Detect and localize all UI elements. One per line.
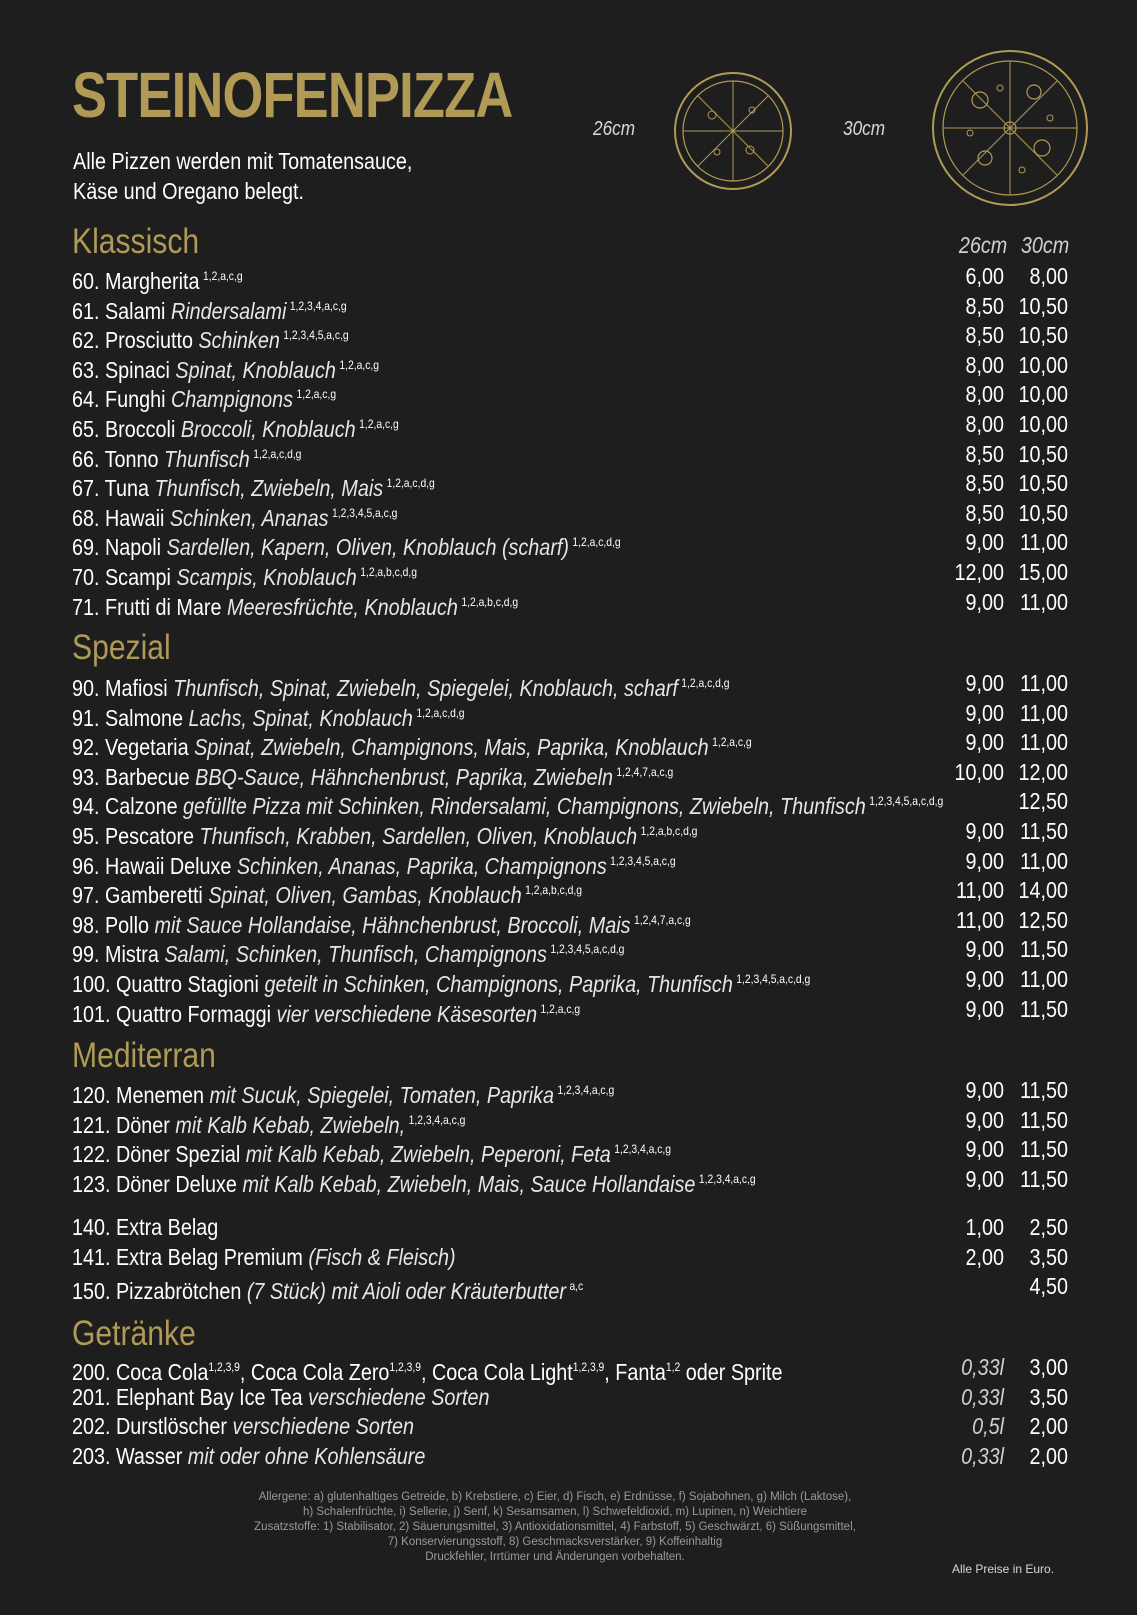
list-item bbox=[72, 350, 1072, 383]
drink-price: 3,50 bbox=[1029, 1383, 1068, 1410]
price-26cm: 9,00 bbox=[965, 729, 1004, 756]
column-header-30cm: 30cm bbox=[1020, 232, 1069, 258]
price-26cm: 8,50 bbox=[965, 292, 1004, 319]
item-description: Thunfisch, Zwiebeln, Mais bbox=[154, 475, 384, 502]
price-26cm: 2,00 bbox=[965, 1243, 1004, 1270]
price-30cm: 11,50 bbox=[1019, 1165, 1068, 1192]
price-30cm: 10,00 bbox=[1018, 351, 1068, 378]
item-description: Thunfisch bbox=[164, 445, 250, 472]
item-description: (Fisch & Fleisch) bbox=[308, 1243, 456, 1270]
allergen-codes: 1,2,3,4,a,c,g bbox=[614, 1142, 672, 1157]
allergen-codes: 1,2,3,4,5,a,c,d,g bbox=[736, 972, 811, 986]
drink-price: 2,00 bbox=[1029, 1413, 1068, 1440]
pizza-26cm-illustration bbox=[672, 70, 794, 192]
list-item bbox=[72, 1441, 1072, 1471]
allergen-codes: 1,2,a,c,d,g bbox=[416, 705, 465, 720]
pizza-30cm-illustration bbox=[930, 48, 1090, 208]
list-item bbox=[72, 786, 1072, 820]
price-26cm: 9,00 bbox=[965, 1106, 1004, 1133]
drink-name: 200. Coca Cola$^{1,2,3,9}$, Coca Cola Zero$^{1,2,3,9}$, Coca Cola Light$^{1,2,3,9}$, Fanta$^{1,2}$ oder Sprite bbox=[72, 1359, 783, 1385]
item-title: 60. Margherita bbox=[72, 268, 200, 294]
item-description: verschiedene Sorten bbox=[232, 1413, 414, 1440]
list-item bbox=[72, 934, 1072, 968]
allergen-notes bbox=[190, 1490, 920, 1565]
price-26cm: 9,00 bbox=[965, 670, 1004, 696]
price-30cm: 2,50 bbox=[1029, 1214, 1068, 1240]
item-title: 95. Pescatore bbox=[72, 823, 195, 849]
item-title: 150. Pizzabrötchen bbox=[72, 1278, 242, 1305]
price-30cm: 11,00 bbox=[1019, 588, 1068, 615]
price-30cm: 4,50 bbox=[1029, 1273, 1068, 1300]
item-title: 64. Funghi bbox=[72, 386, 166, 413]
allergen-codes: 1,2,a,c,g bbox=[359, 417, 399, 431]
item-title: 123. Döner Deluxe bbox=[72, 1170, 237, 1197]
price-26cm: 8,00 bbox=[965, 411, 1004, 437]
column-header-26cm: 26cm bbox=[958, 232, 1007, 258]
price-26cm: 9,00 bbox=[965, 847, 1004, 874]
allergen-codes: 1,2,3,4,5,a,c,d,g bbox=[550, 942, 625, 957]
item-description: Scampis, Knoblauch bbox=[176, 564, 357, 590]
item-description: BBQ-Sauce, Hähnchenbrust, Paprika, Zwiebeln bbox=[195, 763, 613, 790]
allergen-codes: 1,2,3,4,5,a,c,g bbox=[283, 328, 349, 343]
list-item bbox=[72, 964, 1072, 997]
item-name bbox=[72, 1271, 583, 1306]
drink-price: 2,00 bbox=[1029, 1442, 1068, 1469]
item-description: Champignons bbox=[170, 386, 294, 413]
item-description: mit Sucuk, Spiegelei, Tomaten, Paprika bbox=[209, 1082, 554, 1108]
allergen-line-2: h) Schalenfrüchte, i) Sellerie, j) Senf, k) Sesamsamen, l) Schwefeldioxid, m) Lupinen, n) Weichtiere bbox=[302, 1506, 808, 1518]
allergen-codes: 1,2,a,b,c,d,g bbox=[525, 883, 582, 898]
price-30cm: 10,00 bbox=[1018, 411, 1068, 437]
list-item bbox=[72, 379, 1072, 413]
allergen-codes: 1,2,3,4,a,c,g bbox=[557, 1083, 615, 1097]
item-description: Sardellen, Kapern, Oliven, Knoblauch (scharf) bbox=[166, 534, 569, 561]
price-30cm: 12,50 bbox=[1018, 906, 1068, 933]
price-30cm: 11,00 bbox=[1019, 699, 1068, 726]
section-heading-spezial: Spezial bbox=[72, 628, 171, 667]
item-title: 100. Quattro Stagioni bbox=[72, 971, 259, 997]
item-description: Salami, Schinken, Thunfisch, Champignons bbox=[164, 941, 547, 968]
list-item bbox=[72, 1105, 1072, 1138]
price-26cm: 8,50 bbox=[965, 470, 1004, 497]
item-description: Broccoli, Knoblauch bbox=[180, 416, 356, 442]
list-item bbox=[72, 320, 1072, 354]
list-item bbox=[72, 668, 1072, 701]
allergen-codes: 1,2,3,4,a,c,g bbox=[408, 1112, 466, 1127]
price-30cm: 10,50 bbox=[1018, 470, 1068, 497]
price-30cm: 8,00 bbox=[1029, 263, 1068, 289]
list-item bbox=[72, 875, 1072, 909]
item-title: 122. Döner Spezial bbox=[72, 1141, 241, 1168]
price-30cm: 11,50 bbox=[1019, 995, 1068, 1022]
item-description: mit Sauce Hollandaise, Hähnchenbrust, Broccoli, Mais bbox=[154, 911, 631, 938]
item-name bbox=[72, 1164, 756, 1199]
item-title: 140. Extra Belag bbox=[72, 1214, 219, 1240]
drink-volume: 0,5l bbox=[972, 1413, 1004, 1440]
item-title: 97. Gamberetti bbox=[72, 882, 203, 909]
allergen-codes: 1,2,a,b,c,d,g bbox=[640, 824, 698, 838]
price-30cm: 11,50 bbox=[1019, 818, 1068, 844]
item-title: 91. Salmone bbox=[72, 704, 184, 731]
item-description: mit Kalb Kebab, Zwiebeln, Mais, Sauce Hollandaise bbox=[242, 1170, 696, 1197]
list-item bbox=[72, 409, 1072, 442]
price-30cm: 11,50 bbox=[1019, 1077, 1068, 1103]
allergen-codes: 1,2,a,c,d,g bbox=[253, 446, 302, 461]
list-item bbox=[72, 816, 1072, 849]
item-description: Meeresfrüchte, Knoblauch bbox=[227, 593, 458, 620]
page-title: STEINOFENPIZZA bbox=[72, 59, 513, 131]
item-title: 93. Barbecue bbox=[72, 763, 190, 790]
list-item bbox=[72, 698, 1072, 731]
price-26cm: 8,00 bbox=[965, 351, 1004, 378]
price-26cm: 8,50 bbox=[965, 440, 1004, 467]
allergen-codes: 1,2,a,c,g bbox=[202, 269, 243, 283]
size-label-small: 26cm bbox=[593, 118, 636, 140]
item-title: 203. Wasser bbox=[72, 1442, 183, 1469]
item-name bbox=[72, 1242, 456, 1272]
item-title: 62. Prosciutto bbox=[72, 327, 193, 354]
disclaimer: Druckfehler, Irrtümer und Änderungen vorbehalten. bbox=[425, 1551, 685, 1563]
price-30cm: 11,00 bbox=[1019, 847, 1068, 874]
drink-name bbox=[72, 1411, 414, 1441]
item-description: Schinken, Ananas bbox=[169, 504, 329, 531]
price-30cm: 14,00 bbox=[1018, 877, 1068, 904]
item-title: 71. Frutti di Mare bbox=[72, 593, 222, 620]
allergen-codes: 1,2,a,c,d,g bbox=[386, 476, 435, 491]
list-item bbox=[72, 757, 1072, 790]
item-title: 63. Spinaci bbox=[72, 356, 170, 383]
list-item bbox=[72, 1134, 1072, 1168]
price-30cm: 11,00 bbox=[1019, 670, 1068, 696]
allergen-codes: 1,2,a,c,g bbox=[712, 735, 752, 750]
drink-volume: 0,33l bbox=[961, 1354, 1004, 1380]
allergen-codes: 1,2,a,c,g bbox=[540, 1001, 581, 1016]
allergen-codes: 1,2,a,c,d,g bbox=[681, 676, 730, 690]
price-26cm: 11,00 bbox=[955, 906, 1004, 933]
section-heading-getraenke: Getränke bbox=[72, 1314, 196, 1353]
allergen-codes: 1,2,a,c,g bbox=[296, 387, 337, 402]
price-26cm: 9,00 bbox=[965, 1136, 1004, 1163]
item-title: 201. Elephant Bay Ice Tea bbox=[72, 1383, 303, 1410]
item-description: geteilt in Schinken, Champignons, Paprika, Thunfisch bbox=[264, 971, 733, 997]
item-title: 94. Calzone bbox=[72, 793, 178, 820]
item-description: Lachs, Spinat, Knoblauch bbox=[188, 704, 413, 731]
item-title: 121. Döner bbox=[72, 1111, 170, 1138]
allergen-codes: a,c bbox=[569, 1279, 584, 1294]
price-30cm: 11,50 bbox=[1019, 1106, 1068, 1133]
price-26cm: 11,00 bbox=[955, 877, 1004, 904]
price-30cm: 12,00 bbox=[1018, 758, 1068, 785]
allergen-codes: 1,2,a,c,d,g bbox=[572, 535, 621, 550]
item-title: 67. Tuna bbox=[72, 475, 149, 502]
drink-name bbox=[72, 1382, 490, 1412]
price-26cm: 8,50 bbox=[965, 322, 1004, 349]
item-description: Schinken bbox=[198, 327, 280, 354]
list-item bbox=[72, 1271, 1072, 1305]
list-item bbox=[72, 846, 1072, 879]
price-26cm: 9,00 bbox=[965, 529, 1004, 556]
item-description: (7 Stück) mit Aioli oder Kräuterbutter bbox=[246, 1278, 567, 1305]
price-26cm: 9,00 bbox=[965, 995, 1004, 1022]
allergen-codes: 1,2,3,4,5,a,c,g bbox=[610, 853, 676, 868]
drink-volume: 0,33l bbox=[961, 1442, 1004, 1469]
price-26cm: 8,50 bbox=[965, 499, 1004, 526]
list-item bbox=[72, 261, 1072, 294]
section-heading-mediterran: Mediterran bbox=[72, 1036, 216, 1075]
item-description: Spinat, Oliven, Gambas, Knoblauch bbox=[208, 882, 522, 909]
price-26cm: 12,00 bbox=[954, 559, 1004, 585]
price-30cm: 12,50 bbox=[1018, 788, 1068, 815]
price-26cm: 8,00 bbox=[965, 381, 1004, 408]
price-30cm: 11,50 bbox=[1019, 936, 1068, 963]
list-item bbox=[72, 587, 1072, 620]
item-description: Schinken, Ananas, Paprika, Champignons bbox=[236, 852, 607, 879]
list-item bbox=[72, 1164, 1072, 1197]
item-title: 120. Menemen bbox=[72, 1082, 204, 1108]
price-30cm: 10,50 bbox=[1018, 322, 1068, 349]
price-30cm: 11,00 bbox=[1019, 966, 1068, 992]
list-item bbox=[72, 439, 1072, 472]
item-description: vier verschiedene Käsesorten bbox=[276, 1000, 538, 1027]
price-30cm: 10,00 bbox=[1018, 381, 1068, 408]
list-item bbox=[72, 1382, 1072, 1412]
item-title: 70. Scampi bbox=[72, 564, 171, 590]
price-26cm: 9,00 bbox=[965, 1165, 1004, 1192]
size-label-large: 30cm bbox=[843, 118, 886, 140]
allergen-codes: 1,2,3,4,a,c,g bbox=[289, 298, 347, 313]
item-name bbox=[72, 1212, 218, 1242]
list-item bbox=[72, 468, 1072, 502]
price-26cm: 1,00 bbox=[965, 1214, 1004, 1240]
allergen-codes: 1,2,4,7,a,c,g bbox=[633, 912, 691, 927]
item-description: Thunfisch, Krabben, Sardellen, Oliven, Knoblauch bbox=[199, 823, 638, 849]
price-30cm: 10,50 bbox=[1018, 440, 1068, 467]
list-item bbox=[72, 527, 1072, 561]
additives-line-1: Zusatzstoffe: 1) Stabilisator, 2) Säuerungsmittel, 3) Antioxidationsmittel, 4) Farbstoff, 5) Geschwärzt, 6) Süßungsmittel, bbox=[254, 1521, 856, 1533]
item-description: mit Kalb Kebab, Zwiebeln, Peperoni, Feta bbox=[245, 1141, 611, 1168]
price-26cm: 9,00 bbox=[965, 699, 1004, 726]
list-item bbox=[72, 994, 1072, 1027]
allergen-codes: 1,2,3,4,5,a,c,d,g bbox=[869, 794, 944, 809]
allergen-line-1: Allergene: a) glutenhaltiges Getreide, b) Krebstiere, c) Eier, d) Fisch, e) Erdnüsse, f) Sojabohnen, g) Milch (Laktose), bbox=[258, 1491, 852, 1503]
price-26cm: 9,00 bbox=[965, 818, 1004, 844]
price-30cm: 10,50 bbox=[1018, 292, 1068, 319]
item-title: 98. Pollo bbox=[72, 911, 149, 938]
item-title: 96. Hawaii Deluxe bbox=[72, 852, 232, 879]
list-item bbox=[72, 1352, 1072, 1385]
price-26cm: 6,00 bbox=[965, 263, 1004, 289]
item-description: gefüllte Pizza mit Schinken, Rindersalami, Champignons, Zwiebeln, Thunfisch bbox=[183, 793, 866, 820]
item-title: 92. Vegetaria bbox=[72, 734, 189, 761]
list-item bbox=[72, 557, 1072, 590]
item-title: 101. Quattro Formaggi bbox=[72, 1000, 272, 1027]
price-30cm: 10,50 bbox=[1018, 499, 1068, 526]
item-title: 68. Hawaii bbox=[72, 504, 165, 531]
item-description: mit Kalb Kebab, Zwiebeln, bbox=[175, 1111, 406, 1138]
price-26cm: 10,00 bbox=[954, 758, 1004, 785]
list-item bbox=[72, 727, 1072, 761]
allergen-codes: 1,2,4,7,a,c,g bbox=[616, 764, 674, 779]
list-item bbox=[72, 1075, 1072, 1108]
list-item bbox=[72, 1411, 1072, 1441]
price-30cm: 15,00 bbox=[1018, 559, 1068, 585]
allergen-codes: 1,2,a,b,c,d,g bbox=[360, 565, 418, 579]
prices-note: Alle Preise in Euro. bbox=[952, 1562, 1055, 1576]
item-name bbox=[72, 994, 580, 1029]
item-title: 202. Durstlöscher bbox=[72, 1413, 228, 1440]
list-item bbox=[72, 1212, 1072, 1242]
item-description: Rindersalami bbox=[170, 297, 287, 324]
list-item bbox=[72, 905, 1072, 938]
price-26cm: 9,00 bbox=[965, 966, 1004, 992]
price-26cm: 9,00 bbox=[965, 588, 1004, 615]
price-26cm: 9,00 bbox=[965, 936, 1004, 963]
price-30cm: 3,50 bbox=[1029, 1243, 1068, 1270]
allergen-codes: 1,2,a,c,g bbox=[339, 357, 379, 372]
price-30cm: 11,50 bbox=[1019, 1136, 1068, 1163]
item-title: 90. Mafiosi bbox=[72, 675, 168, 701]
price-30cm: 11,00 bbox=[1019, 729, 1068, 756]
item-title: 61. Salami bbox=[72, 297, 166, 324]
additives-line-2: 7) Konservierungsstoff, 8) Geschmacksverstärker, 9) Koffeinhaltig bbox=[387, 1536, 723, 1548]
intro-line-2: Käse und Oregano belegt. bbox=[73, 178, 304, 204]
item-title: 66. Tonno bbox=[72, 445, 159, 472]
list-item bbox=[72, 1242, 1072, 1272]
item-description: Spinat, Knoblauch bbox=[175, 356, 336, 383]
section-heading-klassisch: Klassisch bbox=[72, 222, 200, 261]
price-26cm: 9,00 bbox=[965, 1077, 1004, 1103]
allergen-codes: 1,2,a,b,c,d,g bbox=[461, 594, 519, 609]
drink-price: 3,00 bbox=[1029, 1354, 1068, 1380]
drink-volume: 0,33l bbox=[961, 1383, 1004, 1410]
item-title: 141. Extra Belag Premium bbox=[72, 1243, 303, 1270]
item-description: verschiedene Sorten bbox=[308, 1383, 490, 1410]
item-title: 99. Mistra bbox=[72, 941, 159, 968]
intro-line-1: Alle Pizzen werden mit Tomatensauce, bbox=[73, 148, 413, 174]
drink-name bbox=[72, 1441, 425, 1471]
item-description: mit oder ohne Kohlensäure bbox=[187, 1442, 426, 1469]
item-description: Thunfisch, Spinat, Zwiebeln, Spiegelei, Knoblauch, scharf bbox=[173, 675, 678, 701]
price-30cm: 11,00 bbox=[1019, 529, 1068, 556]
allergen-codes: 1,2,3,4,a,c,g bbox=[698, 1171, 756, 1186]
list-item bbox=[72, 498, 1072, 531]
item-description: Spinat, Zwiebeln, Champignons, Mais, Paprika, Knoblauch bbox=[194, 734, 709, 761]
item-name bbox=[72, 587, 518, 622]
intro-text bbox=[73, 146, 412, 206]
allergen-codes: 1,2,3,4,5,a,c,g bbox=[332, 505, 398, 520]
item-title: 65. Broccoli bbox=[72, 416, 176, 442]
list-item bbox=[72, 291, 1072, 324]
item-title: 69. Napoli bbox=[72, 534, 162, 561]
